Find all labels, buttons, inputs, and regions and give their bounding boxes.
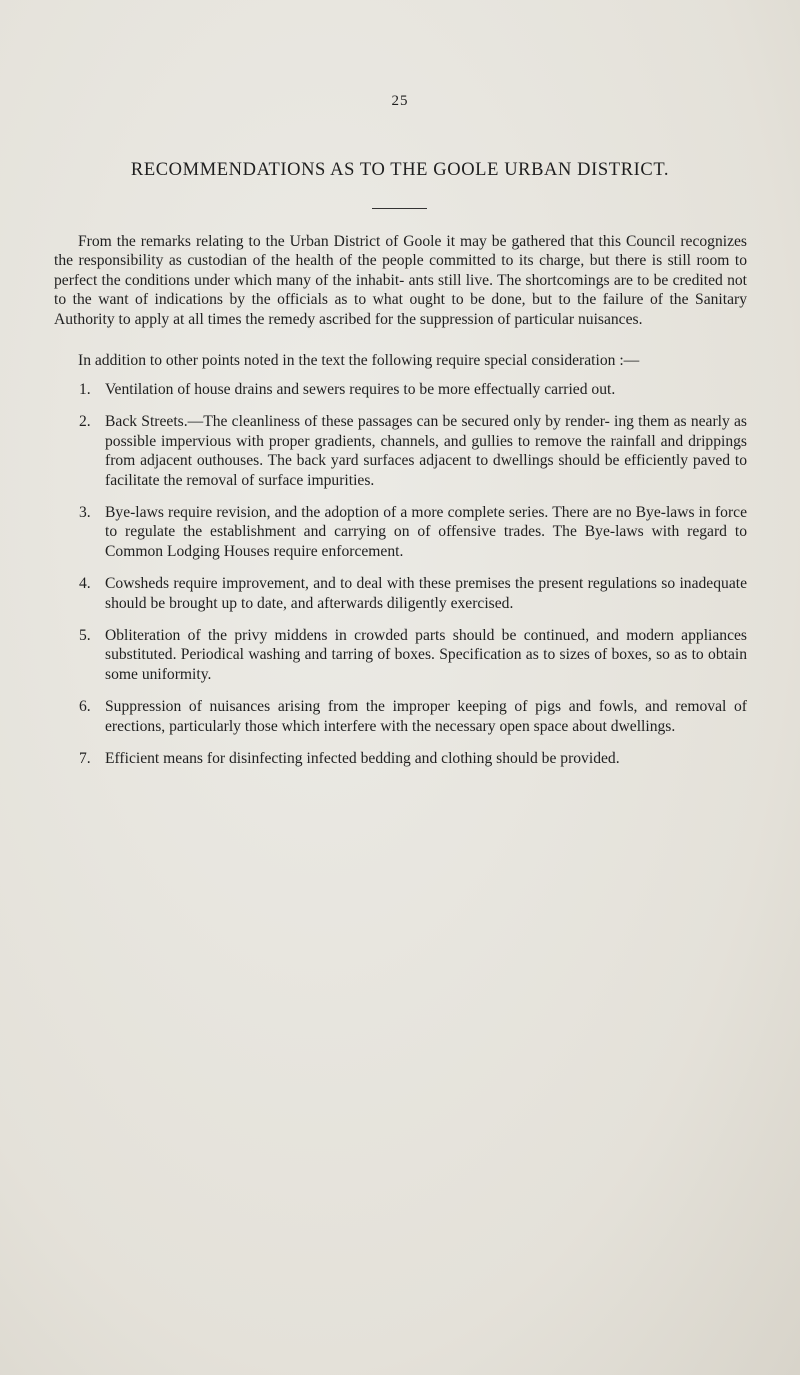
intro-paragraph: From the remarks relating to the Urban District of Goole it may be gathered that this Council recognizes the responsibility as custodian of the health of the people committed to its charge, but there is still room to perfect the conditions under which many of the inhabit- ants still live. The shortcomings are to be credited not to the want of indications by the officials as to what ought to be done, but to the failure of the Sanitary Authority to apply at all times the remedy ascribed for the suppression of particular nuisances. (54, 233, 747, 328)
recommendations-list (0, 380, 800, 782)
list-item (0, 503, 800, 561)
item-text: Suppression of nuisances arising from the improper keeping of pigs and fowls, and removal of erections, particularly those which interfere with the necessary open space about dwellings. (105, 698, 747, 735)
lead-paragraph: In addition to other points noted in the text the following require special consideration :— (78, 352, 640, 369)
item-number: 4. (79, 575, 91, 593)
list-item (0, 380, 800, 399)
item-text: Efficient means for disinfecting infected bedding and clothing should be provided. (105, 750, 620, 768)
item-number: 5. (79, 627, 91, 645)
item-text: Back Streets.—The cleanliness of these passages can be secured only by render- ing them as nearly as possible impervious with proper gradients, channels, and gullies to remove the rainfall and drippings from adjacent outhouses. The back yard surfaces adjacent to dwellings should be efficiently paved to facilitate the removal of surface impurities. (105, 413, 747, 489)
page-title: RECOMMENDATIONS AS TO THE GOOLE URBAN DISTRICT. (130, 160, 670, 180)
item-number: 3. (79, 504, 91, 522)
list-item (0, 574, 800, 613)
item-text: Ventilation of house drains and sewers requires to be more effectually carried out. (105, 381, 616, 398)
list-item (0, 749, 800, 768)
list-item (0, 412, 800, 490)
item-number: 1. (79, 381, 91, 398)
list-item (0, 626, 800, 684)
item-number: 2. (79, 413, 91, 431)
item-text: Cowsheds require improvement, and to deal with these premises the present regulations so inadequate should be brought up to date, and afterwards diligently exercised. (105, 575, 747, 612)
page-number: 25 (391, 93, 409, 109)
item-number: 7. (79, 750, 91, 768)
item-text: Obliteration of the privy middens in crowded parts should be continued, and modern appliances substituted. Periodical washing and tarring of boxes. Specification as to sizes of boxes, so as to obtain some uniformity. (105, 627, 747, 683)
item-text: Bye-laws require revision, and the adoption of a more complete series. There are no Bye-laws in force to regulate the establishment and carrying on of offensive trades. The Bye-laws with regard to Common Lodging Houses require enforcement. (105, 504, 747, 560)
list-item (0, 697, 800, 736)
item-number: 6. (79, 698, 91, 716)
title-divider (372, 208, 427, 209)
